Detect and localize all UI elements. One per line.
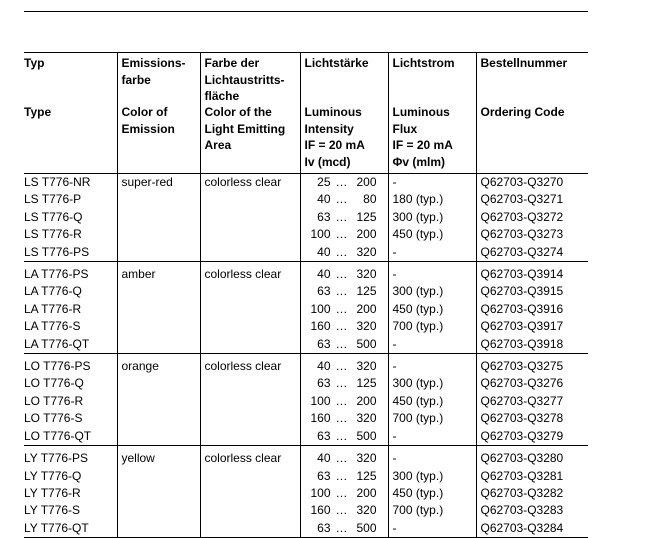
cell-area-color xyxy=(200,485,300,502)
luminous-intensity-max: 320 xyxy=(356,359,377,374)
table-row xyxy=(24,244,588,262)
cell-luminous-flux: 700 (typ.) xyxy=(388,318,476,335)
cell-area-color xyxy=(200,283,300,300)
header-area-color-de: Farbe der Lichtaustritts- fläche xyxy=(204,56,285,103)
cell-ordering-code: Q62703-Q3915 xyxy=(476,283,588,300)
table-row xyxy=(24,191,588,208)
cell-type: LO T776-Q xyxy=(24,376,84,391)
cell-luminous-flux: - xyxy=(388,336,476,354)
cell-emission-color xyxy=(117,318,200,335)
range-separator: … xyxy=(335,393,348,408)
cell-type: LS T776-P xyxy=(24,192,82,207)
luminous-intensity-max: 500 xyxy=(356,428,377,443)
cell-emission-color: orange xyxy=(117,354,200,376)
cell-emission-color xyxy=(117,410,200,427)
cell-emission-color xyxy=(117,226,200,243)
cell-area-color xyxy=(200,410,300,427)
header-luminous-intensity-condition: IF = 20 mA xyxy=(304,138,365,152)
cell-type: LA T776-QT xyxy=(24,336,117,354)
luminous-intensity-max: 320 xyxy=(356,319,377,334)
luminous-intensity-min: 63 xyxy=(317,209,331,224)
luminous-intensity-min: 40 xyxy=(317,192,331,207)
cell-luminous-intensity xyxy=(300,468,388,485)
cell-type: LA T776-R xyxy=(24,301,82,316)
table-row xyxy=(24,468,588,485)
cell-luminous-flux: 450 (typ.) xyxy=(388,485,476,502)
cell-luminous-intensity xyxy=(300,393,388,410)
luminous-intensity-max: 200 xyxy=(356,485,377,500)
cell-ordering-code: Q62703-Q3281 xyxy=(476,468,588,485)
table-row xyxy=(24,301,588,318)
table-row xyxy=(24,502,588,519)
luminous-intensity-max: 200 xyxy=(356,393,377,408)
luminous-intensity-max: 500 xyxy=(356,336,377,351)
cell-ordering-code: Q62703-Q3276 xyxy=(476,375,588,392)
header-ordering-code-de: Bestellnummer xyxy=(480,56,568,70)
luminous-intensity-max: 320 xyxy=(356,267,377,282)
cell-luminous-flux: 450 (typ.) xyxy=(388,226,476,243)
cell-type: LS T776-Q xyxy=(24,209,83,224)
cell-type: LY T776-S xyxy=(24,503,81,518)
header-emission-color xyxy=(117,53,200,174)
cell-area-color: colorless clear xyxy=(200,262,300,284)
cell-luminous-intensity xyxy=(300,354,388,376)
cell-luminous-flux: 300 (typ.) xyxy=(388,209,476,226)
cell-luminous-intensity xyxy=(300,520,388,538)
cell-area-color xyxy=(200,244,300,262)
luminous-intensity-min: 40 xyxy=(317,267,331,282)
table-row xyxy=(24,410,588,427)
cell-ordering-code: Q62703-Q3282 xyxy=(476,485,588,502)
cell-area-color xyxy=(200,191,300,208)
table-row xyxy=(24,262,588,284)
cell-ordering-code: Q62703-Q3916 xyxy=(476,301,588,318)
cell-luminous-flux: 700 (typ.) xyxy=(388,502,476,519)
table-row xyxy=(24,446,588,468)
luminous-intensity-min: 100 xyxy=(310,301,331,316)
luminous-intensity-min: 40 xyxy=(317,451,331,466)
luminous-intensity-max: 200 xyxy=(356,301,377,316)
cell-emission-color xyxy=(117,244,200,262)
range-separator: … xyxy=(335,376,348,391)
cell-luminous-intensity xyxy=(300,262,388,284)
range-separator: … xyxy=(335,319,348,334)
luminous-intensity-min: 160 xyxy=(310,503,331,518)
cell-ordering-code: Q62703-Q3914 xyxy=(476,262,588,284)
range-separator: … xyxy=(335,451,348,466)
range-separator: … xyxy=(335,244,348,259)
table-row xyxy=(24,485,588,502)
luminous-intensity-min: 63 xyxy=(317,284,331,299)
luminous-intensity-max: 320 xyxy=(356,503,377,518)
cell-luminous-intensity xyxy=(300,301,388,318)
luminous-intensity-min: 63 xyxy=(317,376,331,391)
cell-emission-color xyxy=(117,301,200,318)
cell-emission-color: yellow xyxy=(117,446,200,468)
cell-area-color xyxy=(200,502,300,519)
cell-luminous-intensity xyxy=(300,209,388,226)
cell-emission-color: super-red xyxy=(117,174,200,192)
top-rule xyxy=(24,11,588,12)
cell-emission-color xyxy=(117,336,200,354)
luminous-intensity-max: 125 xyxy=(356,284,377,299)
cell-area-color: colorless clear xyxy=(200,354,300,376)
table-row xyxy=(24,226,588,243)
cell-luminous-intensity xyxy=(300,244,388,262)
luminous-intensity-max: 320 xyxy=(356,244,377,259)
cell-ordering-code: Q62703-Q3283 xyxy=(476,502,588,519)
table-row xyxy=(24,520,588,538)
luminous-intensity-min: 160 xyxy=(310,411,331,426)
cell-luminous-intensity xyxy=(300,485,388,502)
cell-emission-color xyxy=(117,283,200,300)
cell-ordering-code: Q62703-Q3918 xyxy=(476,336,588,354)
cell-luminous-intensity xyxy=(300,428,388,446)
cell-luminous-intensity xyxy=(300,191,388,208)
cell-type: LA T776-Q xyxy=(24,284,82,299)
table-row xyxy=(24,354,588,376)
cell-luminous-flux: 450 (typ.) xyxy=(388,393,476,410)
cell-ordering-code: Q62703-Q3273 xyxy=(476,226,588,243)
cell-luminous-intensity xyxy=(300,446,388,468)
luminous-intensity-min: 100 xyxy=(310,485,331,500)
cell-area-color xyxy=(200,520,300,538)
cell-emission-color xyxy=(117,468,200,485)
cell-type: LS T776-R xyxy=(24,227,82,242)
table-row xyxy=(24,209,588,226)
header-type-de: Typ xyxy=(24,56,45,70)
table-row xyxy=(24,428,588,446)
led-ordering-table xyxy=(24,52,588,538)
cell-type: LO T776-PS xyxy=(24,359,91,374)
header-emission-color-en: Color of Emission xyxy=(121,105,175,136)
cell-type: LS T776-NR xyxy=(24,175,91,189)
cell-luminous-flux: - xyxy=(388,244,476,262)
header-area-color xyxy=(200,53,300,174)
cell-emission-color: amber xyxy=(117,262,200,284)
cell-type: LY T776-Q xyxy=(24,468,82,483)
cell-type: LO T776-QT xyxy=(24,428,117,446)
cell-luminous-flux: - xyxy=(388,262,476,284)
range-separator: … xyxy=(335,359,348,374)
cell-emission-color xyxy=(117,375,200,392)
cell-area-color xyxy=(200,468,300,485)
cell-luminous-intensity xyxy=(300,283,388,300)
range-separator: … xyxy=(335,428,348,443)
range-separator: … xyxy=(335,503,348,518)
luminous-intensity-min: 63 xyxy=(317,336,331,351)
cell-ordering-code: Q62703-Q3270 xyxy=(476,174,588,192)
header-ordering-code xyxy=(476,53,588,174)
cell-emission-color xyxy=(117,393,200,410)
cell-type: LY T776-R xyxy=(24,485,81,500)
luminous-intensity-min: 63 xyxy=(317,428,331,443)
luminous-intensity-max: 125 xyxy=(356,376,377,391)
luminous-intensity-max: 200 xyxy=(356,175,377,189)
table-row xyxy=(24,393,588,410)
cell-ordering-code: Q62703-Q3284 xyxy=(476,520,588,538)
cell-luminous-flux: - xyxy=(388,354,476,376)
cell-area-color xyxy=(200,375,300,392)
header-luminous-intensity-de: Lichtstärke xyxy=(304,56,369,70)
table-row xyxy=(24,174,588,192)
cell-ordering-code: Q62703-Q3279 xyxy=(476,428,588,446)
header-luminous-flux-en: Luminous Flux xyxy=(392,105,450,136)
cell-luminous-flux: 180 (typ.) xyxy=(388,191,476,208)
range-separator: … xyxy=(335,284,348,299)
header-type-en: Type xyxy=(24,105,52,119)
cell-luminous-flux: 300 (typ.) xyxy=(388,375,476,392)
header-luminous-flux-unit: Φv (mlm) xyxy=(392,154,446,169)
luminous-intensity-max: 320 xyxy=(356,451,377,466)
luminous-intensity-min: 63 xyxy=(317,468,331,483)
header-luminous-flux-condition: IF = 20 mA xyxy=(392,138,453,152)
header-row xyxy=(24,53,588,174)
cell-luminous-intensity xyxy=(300,226,388,243)
header-area-color-en: Color of the Light Emitting Area xyxy=(204,105,286,152)
cell-ordering-code: Q62703-Q3278 xyxy=(476,410,588,427)
cell-luminous-flux: - xyxy=(388,520,476,538)
cell-emission-color xyxy=(117,209,200,226)
range-separator: … xyxy=(335,227,348,242)
header-luminous-flux-de: Lichtstrom xyxy=(392,56,455,70)
header-luminous-intensity-en: Luminous Intensity xyxy=(304,105,362,136)
range-separator: … xyxy=(335,267,348,282)
table-row xyxy=(24,336,588,354)
range-separator: … xyxy=(335,485,348,500)
header-type xyxy=(24,53,117,174)
luminous-intensity-max: 125 xyxy=(356,468,377,483)
table-row xyxy=(24,318,588,335)
cell-luminous-flux: 700 (typ.) xyxy=(388,410,476,427)
cell-luminous-flux: 450 (typ.) xyxy=(388,301,476,318)
luminous-intensity-max: 320 xyxy=(356,411,377,426)
cell-type: LA T776-PS xyxy=(24,267,89,282)
luminous-intensity-max: 500 xyxy=(356,520,377,535)
cell-area-color: colorless clear xyxy=(200,446,300,468)
range-separator: … xyxy=(335,209,348,224)
range-separator: … xyxy=(335,520,348,535)
range-separator: … xyxy=(335,411,348,426)
cell-ordering-code: Q62703-Q3275 xyxy=(476,354,588,376)
cell-emission-color xyxy=(117,191,200,208)
table-body xyxy=(24,174,588,538)
header-ordering-code-en: Ordering Code xyxy=(480,105,565,119)
luminous-intensity-max: 125 xyxy=(356,209,377,224)
range-separator: … xyxy=(335,175,348,189)
cell-luminous-intensity xyxy=(300,375,388,392)
header-luminous-intensity-unit: Iv (mcd) xyxy=(304,154,351,169)
cell-type: LY T776-QT xyxy=(24,520,117,538)
cell-ordering-code: Q62703-Q3272 xyxy=(476,209,588,226)
luminous-intensity-max: 200 xyxy=(356,227,377,242)
luminous-intensity-min: 25 xyxy=(317,175,331,189)
cell-area-color xyxy=(200,301,300,318)
cell-type: LS T776-PS xyxy=(24,244,117,262)
range-separator: … xyxy=(335,336,348,351)
cell-ordering-code: Q62703-Q3280 xyxy=(476,446,588,468)
cell-type: LY T776-PS xyxy=(24,451,89,466)
table-row xyxy=(24,283,588,300)
header-luminous-flux xyxy=(388,53,476,174)
luminous-intensity-min: 100 xyxy=(310,393,331,408)
luminous-intensity-min: 40 xyxy=(317,359,331,374)
cell-luminous-intensity xyxy=(300,174,388,192)
cell-area-color xyxy=(200,209,300,226)
range-separator: … xyxy=(335,301,348,316)
cell-luminous-flux: - xyxy=(388,428,476,446)
cell-luminous-intensity xyxy=(300,336,388,354)
cell-area-color xyxy=(200,318,300,335)
cell-luminous-intensity xyxy=(300,502,388,519)
header-luminous-intensity xyxy=(300,53,388,174)
cell-luminous-flux: 300 (typ.) xyxy=(388,283,476,300)
cell-emission-color xyxy=(117,520,200,538)
range-separator: … xyxy=(335,192,348,207)
cell-ordering-code: Q62703-Q3274 xyxy=(476,244,588,262)
cell-luminous-flux: - xyxy=(388,174,476,192)
cell-emission-color xyxy=(117,502,200,519)
range-separator: … xyxy=(335,468,348,483)
cell-type: LO T776-S xyxy=(24,411,83,426)
cell-emission-color xyxy=(117,485,200,502)
cell-luminous-intensity xyxy=(300,318,388,335)
cell-ordering-code: Q62703-Q3277 xyxy=(476,393,588,410)
cell-area-color xyxy=(200,393,300,410)
cell-ordering-code: Q62703-Q3917 xyxy=(476,318,588,335)
cell-emission-color xyxy=(117,428,200,446)
cell-area-color: colorless clear xyxy=(200,174,300,192)
luminous-intensity-min: 160 xyxy=(310,319,331,334)
cell-luminous-flux: 300 (typ.) xyxy=(388,468,476,485)
luminous-intensity-min: 100 xyxy=(310,227,331,242)
cell-luminous-intensity xyxy=(300,410,388,427)
cell-ordering-code: Q62703-Q3271 xyxy=(476,191,588,208)
header-emission-color-de: Emissions- farbe xyxy=(121,56,186,87)
cell-area-color xyxy=(200,336,300,354)
luminous-intensity-min: 63 xyxy=(317,520,331,535)
cell-type: LA T776-S xyxy=(24,319,81,334)
cell-area-color xyxy=(200,428,300,446)
luminous-intensity-max: 80 xyxy=(363,192,377,207)
table-row xyxy=(24,375,588,392)
cell-luminous-flux: - xyxy=(388,446,476,468)
cell-type: LO T776-R xyxy=(24,393,84,408)
luminous-intensity-min: 40 xyxy=(317,244,331,259)
cell-area-color xyxy=(200,226,300,243)
